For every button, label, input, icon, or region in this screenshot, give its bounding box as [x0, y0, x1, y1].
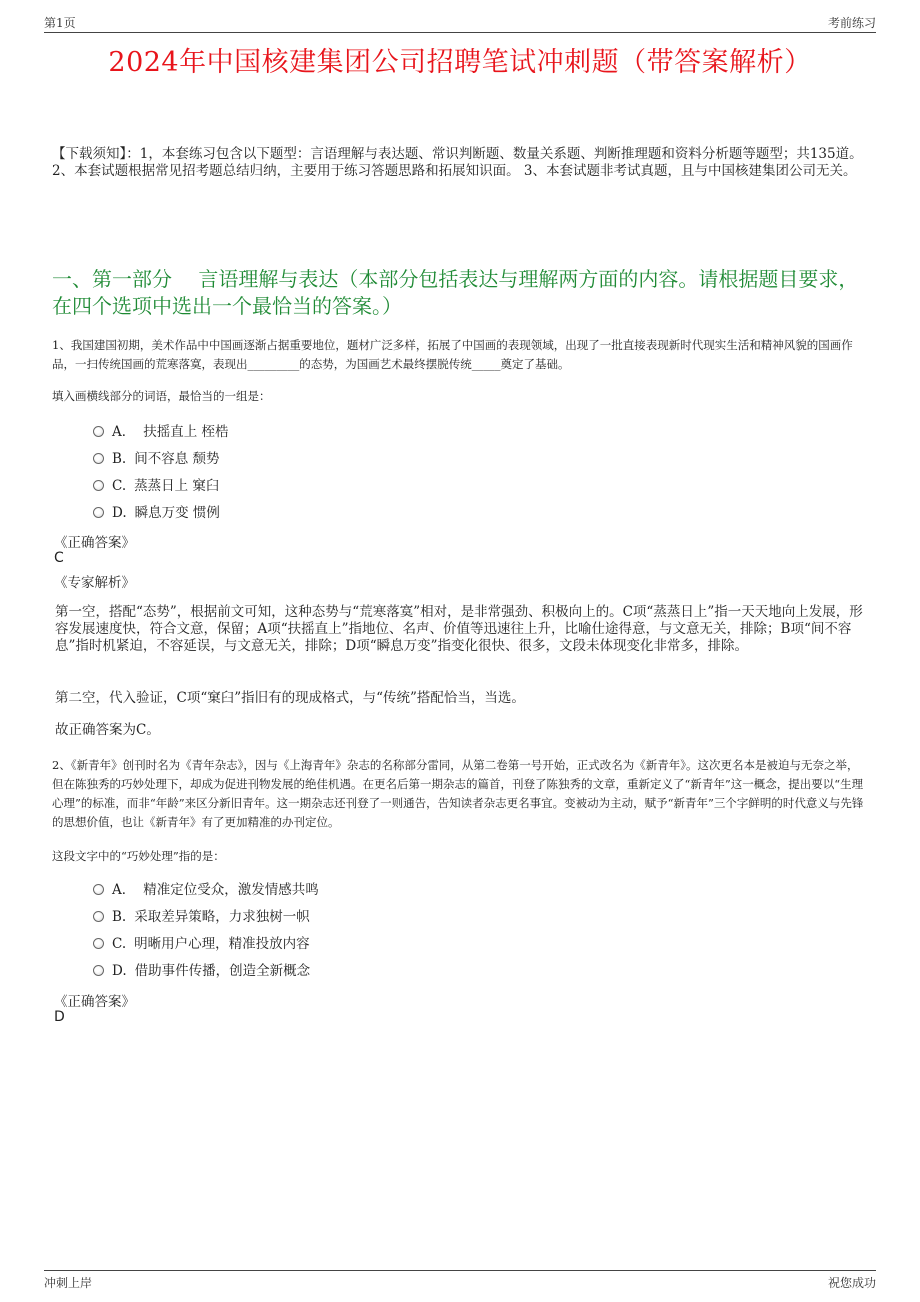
- option-key: C.: [112, 478, 127, 494]
- question-2-answer: D: [54, 1009, 65, 1025]
- question-2-option-d[interactable]: [93, 961, 310, 981]
- option-key: D.: [112, 505, 127, 521]
- question-1-analysis-1: 第一空，搭配“态势”，根据前文可知，这种态势与“荒寒落寞”相对，是非常强劲、积极向上的。C项“蒸蒸日上”指一天天地向上发展，形容发展速度快，符合文意，保留；A项“扶摇直上”指地位、名声、价值等迅速往上升，比喻仕途得意，与文意无关，排除；B项“间不容息”指时机紧迫，不容延误，与文意无关，排除；D项“瞬息万变”指变化很快、很多，文段未体现变化非常多，排除。: [55, 604, 863, 654]
- question-2-option-a[interactable]: [93, 880, 319, 900]
- option-key: A．: [112, 882, 136, 898]
- option-key: B.: [112, 451, 127, 467]
- option-text: 扶摇直上 桎梏: [143, 424, 229, 440]
- option-text: 明晰用户心理，精准投放内容: [134, 936, 310, 952]
- question-2-prompt: 这段文字中的“巧妙处理”指的是：: [52, 849, 225, 863]
- option-text: 精准定位受众，激发情感共鸣: [143, 882, 319, 898]
- radio-icon[interactable]: [93, 453, 104, 464]
- question-1-answer: C: [54, 550, 64, 566]
- radio-icon[interactable]: [93, 507, 104, 518]
- section-heading: 一、第一部分 言语理解与表达（本部分包括表达与理解两方面的内容。请根据题目要求，在四个选项中选出一个最恰当的答案。）: [52, 267, 859, 318]
- question-1-analysis-3: 故正确答案为C。: [55, 722, 160, 738]
- question-1-option-b[interactable]: [93, 449, 220, 469]
- footer-right: 祝您成功: [827, 1276, 876, 1290]
- option-key: B.: [112, 909, 127, 925]
- question-1-analysis-label: 《专家解析》: [54, 575, 135, 591]
- option-text: 瞬息万变 惯例: [134, 505, 220, 521]
- option-key: A．: [112, 424, 136, 440]
- option-text: 借助事件传播，创造全新概念: [134, 963, 311, 979]
- option-text: 蒸蒸日上 窠臼: [134, 478, 220, 494]
- footer-left: 冲刺上岸: [44, 1276, 93, 1290]
- question-2-text: 2、《新青年》创刊时名为《青年杂志》，因与《上海青年》杂志的名称部分雷同，从第二卷第一号开始，正式改名为《新青年》。这次更名本是被迫与无奈之举，但在陈独秀的巧妙处理下，却成为促进刊物发展的绝佳机遇。在更名后第一期杂志的篇首，刊登了陈独秀的文章，重新定义了“新青年”这一概念，提出要以“生理心理”的标准，而非“年龄”来区分新旧青年。这一期杂志还刊登了一则通告，告知读者杂志更名事宜。变被动为主动，赋予“新青年”三个字鲜明的时代意义与先锋的思想价值，也让《新青年》有了更加精准的办刊定位。: [52, 758, 864, 829]
- option-key: D.: [112, 963, 127, 979]
- question-1-analysis-2: 第二空，代入验证，C项“窠臼”指旧有的现成格式，与“传统”搭配恰当，当选。: [55, 690, 525, 706]
- download-notice: 【下载须知】：1，本套练习包含以下题型：言语理解与表达题、常识判断题、数量关系题、判断推理题和资料分析题等题型；共135道。 2、本套试题根据常见招考题总结归纳，主要用于练习答题思路和拓展知识面。 3、本套试题非考试真题，且与中国核建集团公司无关。: [52, 146, 863, 179]
- radio-icon[interactable]: [93, 480, 104, 491]
- page-header: [44, 14, 876, 33]
- question-1-option-d[interactable]: [93, 503, 220, 523]
- page-number: 第1页: [44, 16, 76, 30]
- page-footer: [44, 1270, 876, 1290]
- radio-icon[interactable]: [93, 426, 104, 437]
- question-1-answer-label: 《正确答案》: [54, 535, 135, 551]
- question-1-option-a[interactable]: [93, 422, 229, 442]
- document-title: 2024年中国核建集团公司招聘笔试冲刺题（带答案解析）: [108, 47, 812, 78]
- question-2-option-c[interactable]: [93, 934, 310, 954]
- option-key: C.: [112, 936, 127, 952]
- radio-icon[interactable]: [93, 911, 104, 922]
- radio-icon[interactable]: [93, 938, 104, 949]
- header-label: 考前练习: [827, 16, 876, 30]
- option-text: 间不容息 颓势: [134, 451, 220, 467]
- option-text: 采取差异策略，力求独树一帜: [134, 909, 310, 925]
- question-2-option-b[interactable]: [93, 907, 310, 927]
- radio-icon[interactable]: [93, 884, 104, 895]
- radio-icon[interactable]: [93, 965, 104, 976]
- question-1-text: 1、我国建国初期，美术作品中中国画逐渐占据重要地位，题材广泛多样，拓展了中国画的表现领域，出现了一批直接表现新时代现实生活和精神风貌的国画作品，一扫传统国画的荒寒落寞，表现出_________的态势，为国画艺术最终摆脱传统_____奠定了基础。: [52, 338, 853, 371]
- question-1-prompt: 填入画横线部分的词语，最恰当的一组是：: [52, 389, 271, 403]
- question-2-answer-label: 《正确答案》: [54, 994, 135, 1010]
- question-1-option-c[interactable]: [93, 476, 219, 496]
